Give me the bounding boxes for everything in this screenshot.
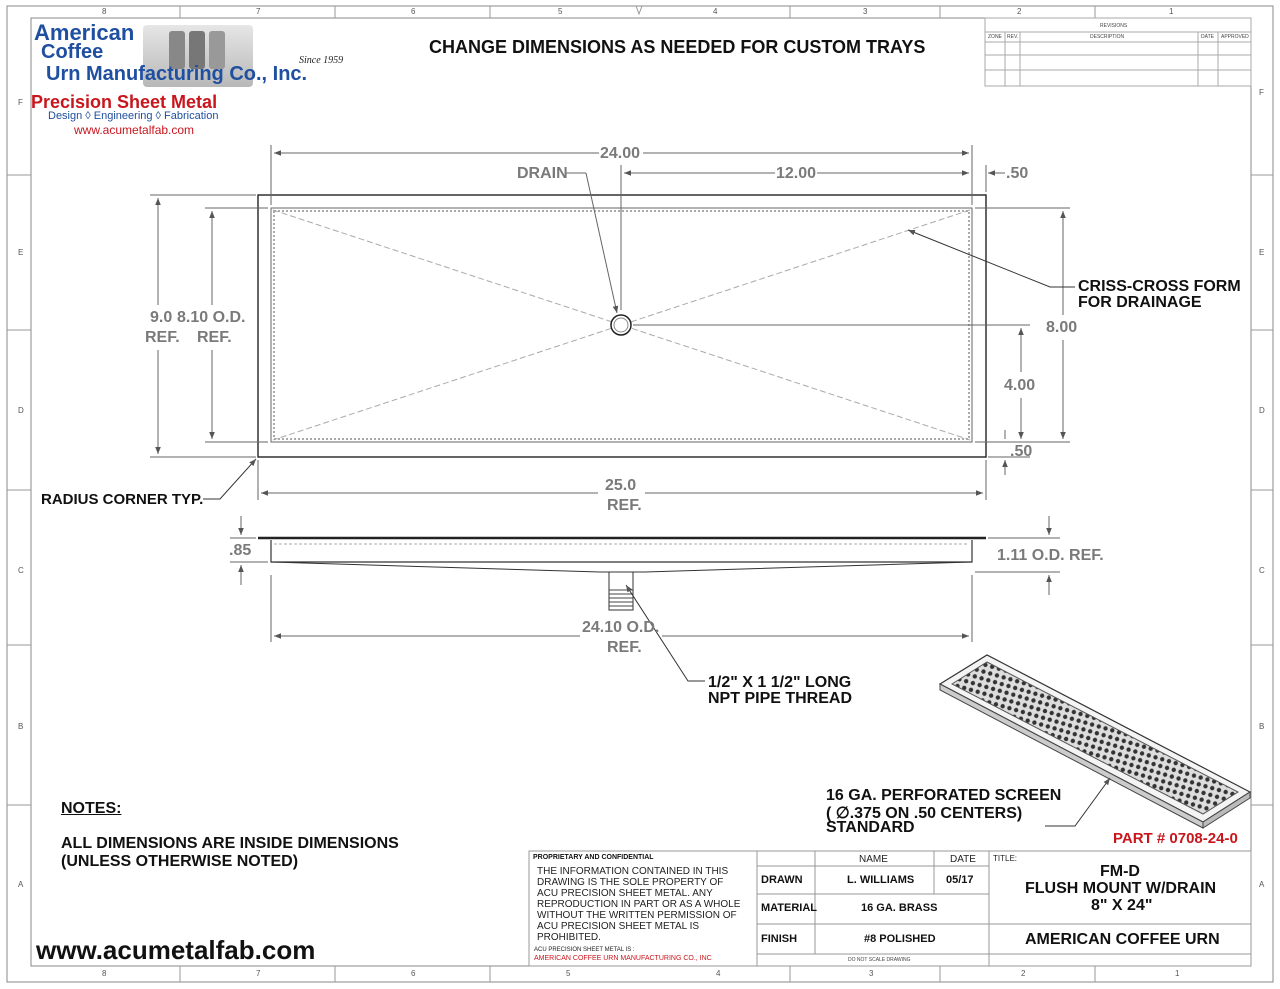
tb-name-header: NAME [859,854,888,865]
dim-half-width: 12.00 [776,165,817,182]
tb-company: AMERICAN COFFEE URN [1025,931,1220,948]
dim-edge-bottom: .50 [1010,443,1033,460]
footer-url[interactable]: www.acumetalfab.com [36,935,316,965]
notes-line2: (UNLESS OTHERWISE NOTED) [61,853,299,870]
zone-top-4: 4 [713,7,718,16]
zone-left-E: E [18,248,24,257]
zone-right-D: D [1259,406,1265,415]
callout-crisscross-2: FOR DRAINAGE [1078,294,1202,311]
tb-finish-value: #8 POLISHED [864,933,936,945]
dim-ref-height: 9.0 [150,309,173,326]
notes-heading: NOTES: [61,800,122,817]
tb-title-label: TITLE: [993,854,1018,863]
logo-url[interactable]: www.acumetalfab.com [74,123,195,137]
dim-ref2: REF. [197,329,232,346]
tb-drawn-date: 05/17 [946,874,974,886]
zone-top-2: 2 [1017,7,1022,16]
notes-line1: ALL DIMENSIONS ARE INSIDE DIMENSIONS [61,835,399,852]
tb-prop-line6: ACU PRECISION SHEET METAL IS [537,921,700,932]
tb-acu-is: ACU PRECISION SHEET METAL IS : [534,947,635,953]
tb-finish-label: FINISH [761,933,798,945]
zone-bottom-1: 1 [1175,969,1180,978]
callout-pipe-2: NPT PIPE THREAD [708,690,853,707]
tb-drawn-label: DRAWN [761,874,803,886]
dim-ref1: REF. [145,329,180,346]
callout-screen-1: 16 GA. PERFORATED SCREEN [826,787,1062,804]
dim-drain-label: DRAIN [517,165,568,182]
tb-material-label: MATERIAL [761,902,818,914]
zone-left-F: F [18,98,23,107]
rev-col-approved: APPROVED [1221,34,1249,40]
tb-prop-line5: WITHOUT THE WRITTEN PERMISSION OF [537,910,737,921]
zone-top-7: 7 [256,7,261,16]
rev-col-description: DESCRIPTION [1090,34,1125,40]
logo-line2: Coffee [41,41,104,63]
dim-lines-side [230,516,1060,681]
logo-line1: American [34,20,135,45]
tb-scale-note: DO NOT SCALE DRAWING [848,957,911,963]
dim-side-depth: .85 [229,542,252,559]
logo-line3: Urn Manufacturing Co., Inc. [46,63,308,85]
dim-lines-right [633,208,1070,475]
dim-outer-width-ref: REF. [607,497,642,514]
zone-bottom-2: 2 [1021,969,1026,978]
dim-od-width-ref: REF. [607,639,642,656]
zone-bottom-5: 5 [566,969,571,978]
leader-lines [203,230,1078,499]
dim-half-height: 4.00 [1004,377,1036,394]
zone-bottom-7: 7 [256,969,261,978]
zone-top-5: 5 [558,7,563,16]
zone-left-A: A [18,880,24,889]
page-title: CHANGE DIMENSIONS AS NEEDED FOR CUSTOM TRAYS [429,37,926,57]
rev-col-zone: ZONE [988,34,1002,40]
tb-drawn-name: L. WILLIAMS [847,874,915,886]
zone-right-F: F [1259,88,1264,97]
zone-left-B: B [18,722,24,731]
dim-od-width: 24.10 O.D. [582,619,660,636]
zone-bottom-8: 8 [102,969,107,978]
tb-proprietary: PROPRIETARY AND CONFIDENTIAL [533,854,654,861]
tb-date-header: DATE [950,854,976,865]
zone-right-B: B [1259,722,1265,731]
dim-outer-width: 25.0 [605,477,637,494]
revisions-title: REVISIONS [1100,23,1128,29]
company-logo [31,19,371,139]
zone-right-C: C [1259,566,1265,575]
zone-bottom-4: 4 [716,969,721,978]
callout-crisscross-1: CRISS-CROSS FORM [1078,278,1241,295]
zone-left-C: C [18,566,24,575]
tb-prop-line1: THE INFORMATION CONTAINED IN THIS [537,866,729,877]
callout-pipe-1: 1/2" X 1 1/2" LONG [708,674,852,691]
tb-prop-line3: ACU PRECISION SHEET METAL. ANY [537,888,713,899]
rev-col-date: DATE [1201,34,1214,40]
zone-top-3: 3 [863,7,868,16]
zone-bottom-3: 3 [869,969,874,978]
logo-services: Design ◊ Engineering ◊ Fabrication [48,110,219,122]
zone-left-D: D [18,406,24,415]
sheet-border-inner [31,18,1251,966]
part-number: PART # 0708-24-0 [1113,830,1238,847]
side-slope [271,562,972,572]
zone-right-A: A [1259,880,1265,889]
logo-tagline: Precision Sheet Metal [31,92,218,112]
zone-right-E: E [1259,248,1265,257]
zone-top-8: 8 [102,7,107,16]
zone-top-6: 6 [411,7,416,16]
tb-title-3: 8" X 24" [1091,897,1153,914]
center-mark-top [636,6,642,14]
zone-top-1: 1 [1169,7,1174,16]
callout-screen-2: ( ∅.375 ON .50 CENTERS) [826,805,1023,822]
tb-prop-line2: DRAWING IS THE SOLE PROPERTY OF [537,877,724,888]
dim-overall-width: 24.00 [600,145,641,162]
dim-inner-height: 8.00 [1046,319,1078,336]
dim-side-od: 1.11 O.D. REF. [997,547,1104,564]
dim-lines-top [271,145,1005,313]
tb-title-1: FM-D [1100,863,1140,880]
callout-radius: RADIUS CORNER TYP. [41,491,204,508]
tb-material-value: 16 GA. BRASS [861,902,938,914]
logo-since: Since 1959 [299,55,344,66]
dim-edge-top: .50 [1006,165,1029,182]
callout-screen-3: STANDARD [826,819,915,836]
rev-col-rev: REV. [1007,34,1019,40]
tb-title-2: FLUSH MOUNT W/DRAIN [1025,880,1217,897]
side-body [271,540,972,562]
tb-prop-line7: PROHIBITED. [537,932,601,943]
tb-acu-company: AMERICAN COFFEE URN MANUFACTURING CO., INC [534,955,712,962]
dim-od-height: 8.10 O.D. [177,309,246,326]
tb-prop-line4: REPRODUCTION IN PART OR AS A WHOLE [537,899,741,910]
zone-bottom-6: 6 [411,969,416,978]
